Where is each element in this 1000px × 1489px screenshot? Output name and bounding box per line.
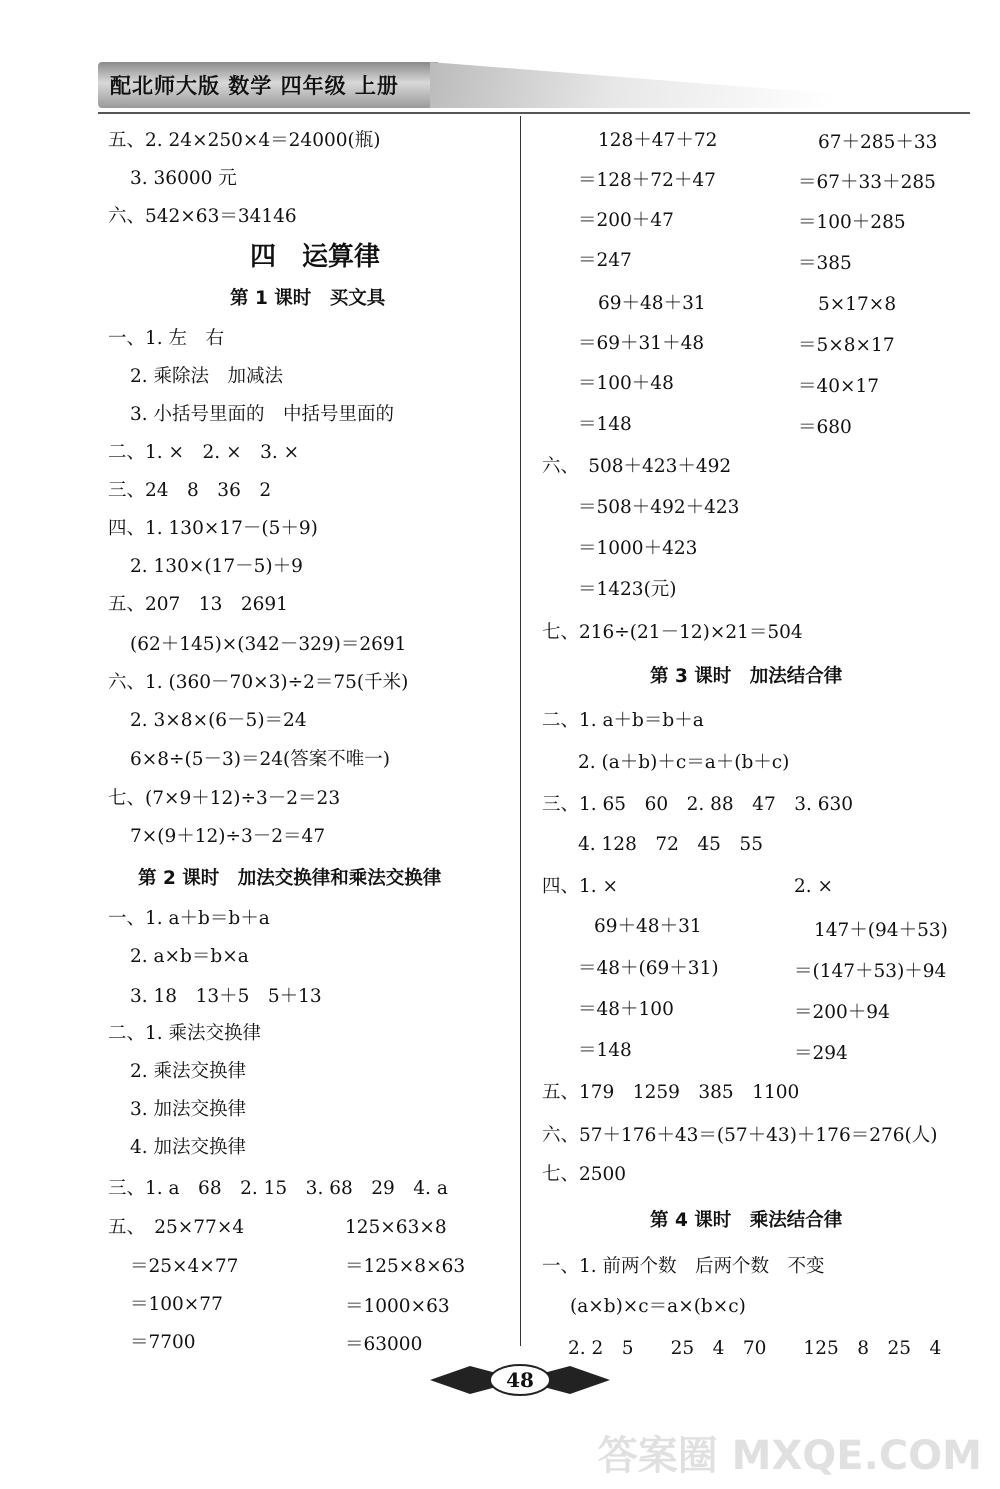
left-line: 四 运算律 [250,242,381,272]
left-line: 125×63×8 [345,1217,447,1238]
right-line: 六、57＋176＋43＝(57＋43)＋176＝276(人) [542,1125,938,1146]
right-line: 4. 128 72 45 55 [578,834,763,855]
right-line: ＝148 [578,1040,632,1061]
right-line: ＝200＋47 [578,210,674,231]
right-line: 2. 2 5 25 4 70 125 8 25 4 [568,1338,942,1359]
left-line: 4. 加法交换律 [130,1137,247,1158]
right-line: 69＋48＋31 [598,293,706,314]
left-line: 四、1. 130×17－(5＋9) [108,518,318,539]
left-line: ＝25×4×77 [130,1256,239,1277]
left-line: 3. 小括号里面的 中括号里面的 [130,404,395,425]
right-line: 第 4 课时 乘法结合律 [650,1210,843,1231]
left-line: 二、1. 乘法交换律 [108,1023,262,1044]
left-line: 2. 乘除法 加减法 [130,366,284,387]
left-line: 7×(9＋12)÷3－2＝47 [130,826,326,847]
right-line: 67＋285＋33 [818,132,938,153]
right-line: 七、216÷(21－12)×21＝504 [542,622,803,643]
right-line: 一、1. 前两个数 后两个数 不变 [542,1256,825,1277]
right-line: ＝100＋285 [798,212,906,233]
right-line: ＝508＋492＋423 [578,497,740,518]
right-line: 五、179 1259 385 1100 [542,1082,800,1103]
header-title: 配北师大版 数学 四年级 上册 [110,74,399,98]
left-line: ＝63000 [345,1334,423,1355]
left-line: 2. 130×(17－5)＋9 [130,556,303,577]
left-line: 一、1. a＋b＝b＋a [108,908,270,929]
header-banner-tail [430,62,970,108]
right-line: ＝200＋94 [794,1002,890,1023]
left-line: 2. 3×8×(6－5)＝24 [130,710,307,731]
right-line: ＝48＋100 [578,999,674,1020]
right-line: ＝48＋(69＋31) [578,958,719,979]
left-line: ＝7700 [130,1332,196,1353]
right-line: 5×17×8 [818,294,897,315]
left-line: 6×8÷(5－3)＝24(答案不唯一) [130,749,390,770]
right-line: ＝1000＋423 [578,538,698,559]
right-line: ＝(147＋53)＋94 [794,961,947,982]
right-line: ＝294 [794,1043,848,1064]
page-number: 48 [506,1368,534,1392]
right-line: 三、1. 65 60 2. 88 47 3. 630 [542,794,854,815]
right-line: 第 3 课时 加法结合律 [650,666,843,687]
right-line: ＝385 [798,253,852,274]
left-line: 3. 加法交换律 [130,1099,247,1120]
right-line: 四、1. × [542,876,619,897]
column-divider [520,116,521,1346]
watermark: 答案圈 MXQE.COM [597,1433,982,1479]
right-line: 六、 508＋423＋492 [542,456,732,477]
right-line: ＝680 [798,417,852,438]
right-line: ＝247 [578,250,632,271]
left-line: 3. 36000 元 [130,168,237,189]
left-line: 2. a×b＝b×a [130,946,249,967]
left-line: 第 1 课时 买文具 [230,288,386,309]
right-line: 147＋(94＋53) [814,920,948,941]
left-line: 2. 乘法交换律 [130,1061,247,1082]
left-line: ＝125×8×63 [345,1256,466,1277]
header-rule [98,112,970,114]
right-line: ＝69＋31＋48 [578,333,705,354]
right-line: 2. (a＋b)＋c＝a＋(b＋c) [578,752,790,773]
right-line: ＝1423(元) [578,579,677,600]
left-line: (62＋145)×(342－329)＝2691 [130,634,407,655]
page-number-ornament [430,1362,610,1398]
right-line: 69＋48＋31 [594,916,702,937]
right-line: 2. × [794,876,834,897]
left-line: 第 2 课时 加法交换律和乘法交换律 [138,868,442,889]
right-line: ＝128＋72＋47 [578,170,716,191]
right-line: ＝148 [578,414,632,435]
left-line: 三、1. a 68 2. 15 3. 68 29 4. a [108,1178,448,1199]
right-line: (a×b)×c＝a×(b×c) [570,1296,746,1317]
right-line: ＝100＋48 [578,373,674,394]
left-line: 六、1. (360－70×3)÷2＝75(千米) [108,672,409,693]
right-line: 七、2500 [542,1164,627,1185]
left-line: 五、207 13 2691 [108,594,288,615]
left-line: 五、 25×77×4 [108,1217,245,1238]
right-line: 128＋47＋72 [598,130,718,151]
left-line: 五、2. 24×250×4＝24000(瓶) [108,130,381,151]
left-line: ＝100×77 [130,1294,223,1315]
right-line: ＝5×8×17 [798,335,895,356]
right-line: ＝40×17 [798,376,880,397]
left-line: ＝1000×63 [345,1296,450,1317]
left-line: 3. 18 13＋5 5＋13 [130,986,322,1007]
left-line: 三、24 8 36 2 [108,480,272,501]
right-line: 二、1. a＋b＝b＋a [542,710,704,731]
left-line: 一、1. 左 右 [108,328,225,349]
left-line: 二、1. × 2. × 3. × [108,442,300,463]
left-line: 六、542×63＝34146 [108,206,297,227]
left-line: 七、(7×9＋12)÷3－2＝23 [108,788,341,809]
right-line: ＝67＋33＋285 [798,172,936,193]
